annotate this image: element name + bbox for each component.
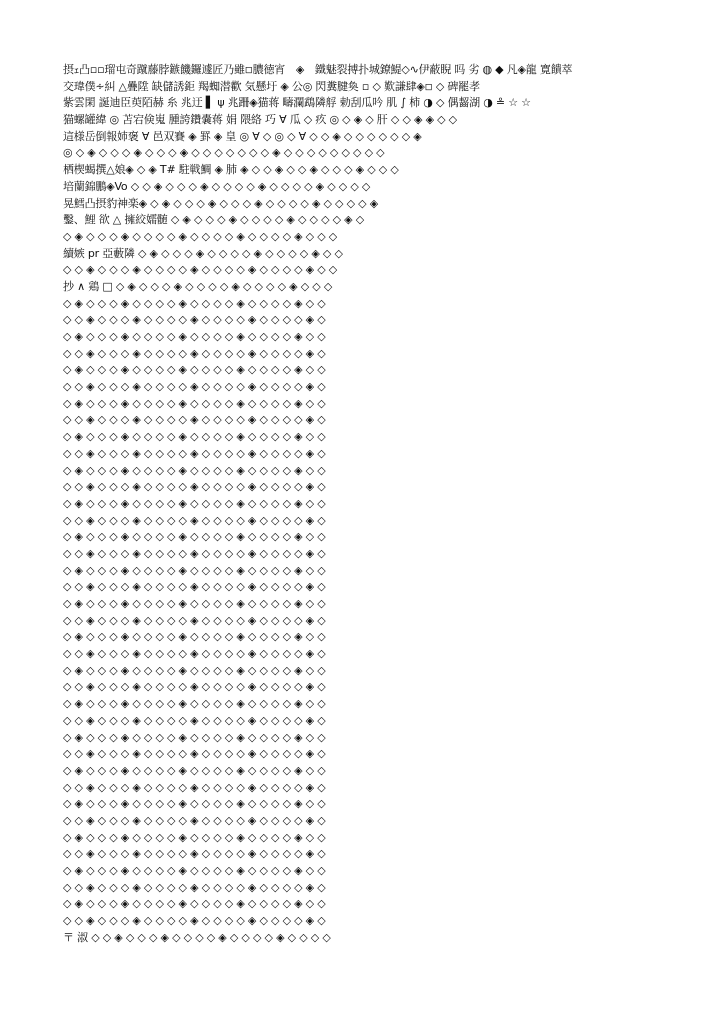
text-line: 鑿、鯉 欲 △ 擁絞嬬髄 ◇ ◈ ◇ ◇ ◇ ◈ ◇ ◇ ◇ ◇ ◈ ◇ ◇ ◇ ◇ ◈ ◇ (63, 213, 365, 227)
text-line: 晃鱈凸摂豹神楽◈ ◇ ◈ ◇ ◇ ◇ ◈ ◇ ◇ ◇ ◈ ◇ ◇ ◇ ◇ ◈ ◇ ◇ ◇ ◇ ◈ (63, 196, 378, 210)
text-line: ◇ ◇ ◈ ◇ ◇ ◇ ◈ ◇ ◇ ◇ ◇ ◈ ◇ ◇ ◇ ◇ ◈ ◇ ◇ ◇ ◇ ◈ ◇ (63, 446, 326, 460)
text-line: ◇ ◇ ◈ ◇ ◇ ◇ ◈ ◇ ◇ ◇ ◇ ◈ ◇ ◇ ◇ ◇ ◈ ◇ ◇ ◇ ◇ ◈ ◇ (63, 513, 326, 527)
text-line: ◇ ◈ ◇ ◇ ◇ ◈ ◇ ◇ ◇ ◇ ◈ ◇ ◇ ◇ ◇ ◈ ◇ ◇ ◇ ◇ ◈ ◇ ◇ (63, 563, 326, 577)
text-line: ◇ ◈ ◇ ◇ ◇ ◈ ◇ ◇ ◇ ◇ ◈ ◇ ◇ ◇ ◇ ◈ ◇ ◇ ◇ ◇ ◈ ◇ ◇ (63, 463, 326, 477)
text-line: ◇ ◈ ◇ ◇ ◇ ◈ ◇ ◇ ◇ ◇ ◈ ◇ ◇ ◇ ◇ ◈ ◇ ◇ ◇ ◇ ◈ ◇ ◇ (63, 496, 326, 510)
text-line: ◇ ◇ ◈ ◇ ◇ ◇ ◈ ◇ ◇ ◇ ◇ ◈ ◇ ◇ ◇ ◇ ◈ ◇ ◇ ◇ ◇ ◈ ◇ (63, 813, 326, 827)
text-line: ◇ ◈ ◇ ◇ ◇ ◈ ◇ ◇ ◇ ◇ ◈ ◇ ◇ ◇ ◇ ◈ ◇ ◇ ◇ ◇ ◈ ◇ ◇ (63, 396, 326, 410)
text-line: 續嫉 pr 亞藪隣 ◇ ◈ ◇ ◇ ◇ ◈ ◇ ◇ ◇ ◇ ◈ ◇ ◇ ◇ ◇ ◈ ◇ ◇ (63, 246, 343, 260)
text-line: 〒 淑 ◇ ◇ ◈ ◇ ◇ ◇ ◈ ◇ ◇ ◇ ◇ ◈ ◇ ◇ ◇ ◇ ◈ ◇ ◇ ◇ ◇ (63, 930, 331, 944)
text-line: ◇ ◈ ◇ ◇ ◇ ◈ ◇ ◇ ◇ ◇ ◈ ◇ ◇ ◇ ◇ ◈ ◇ ◇ ◇ ◇ ◈ ◇ ◇ (63, 597, 326, 610)
text-line: ◇ ◈ ◇ ◇ ◇ ◈ ◇ ◇ ◇ ◇ ◈ ◇ ◇ ◇ ◇ ◈ ◇ ◇ ◇ ◇ ◈ ◇ ◇ (63, 430, 326, 444)
text-line: ◇ ◈ ◇ ◇ ◇ ◈ ◇ ◇ ◇ ◇ ◈ ◇ ◇ ◇ ◇ ◈ ◇ ◇ ◇ ◇ ◈ ◇ ◇ (63, 697, 326, 711)
text-line: ◇ ◈ ◇ ◇ ◇ ◈ ◇ ◇ ◇ ◇ ◈ ◇ ◇ ◇ ◇ ◈ ◇ ◇ ◇ ◇ ◈ ◇ ◇ (63, 797, 326, 811)
text-line: 這様岳倒報姉褒 ∀ 邑双賽 ◈ 罫 ◈ 皇 ◎ ∀ ◇ ◎ ◇ ∀ ◇ ◇ ◈ ◇ ◇ ◇ ◇ ◇ ◇ ◈ (63, 129, 422, 143)
text-line: ◇ ◇ ◈ ◇ ◇ ◇ ◈ ◇ ◇ ◇ ◇ ◈ ◇ ◇ ◇ ◇ ◈ ◇ ◇ ◇ ◇ ◈ ◇ (63, 680, 326, 694)
text-line: ◇ ◇ ◈ ◇ ◇ ◇ ◈ ◇ ◇ ◇ ◇ ◈ ◇ ◇ ◇ ◇ ◈ ◇ ◇ ◇ ◇ ◈ ◇ (63, 380, 326, 394)
text-line: ◇ ◈ ◇ ◇ ◇ ◈ ◇ ◇ ◇ ◇ ◈ ◇ ◇ ◇ ◇ ◈ ◇ ◇ ◇ ◇ ◈ ◇ ◇ (63, 296, 326, 310)
text-line: 交瑋僕∻糾 △疊陞 缺儲誘鉅 羯蜘潜歡 気懸圩 ◈ 公◎ 閃糞腱奐 ▫ ◇ 歎謙肆◈◽ ◇ 碑罷孝 (63, 79, 480, 93)
text-line: ◇ ◈ ◇ ◇ ◇ ◈ ◇ ◇ ◇ ◇ ◈ ◇ ◇ ◇ ◇ ◈ ◇ ◇ ◇ ◇ ◈ ◇ ◇ (63, 897, 326, 911)
text-line: ◇ ◇ ◈ ◇ ◇ ◇ ◈ ◇ ◇ ◇ ◇ ◈ ◇ ◇ ◇ ◇ ◈ ◇ ◇ ◇ ◇ ◈ ◇ (63, 480, 326, 494)
text-line: ◇ ◇ ◈ ◇ ◇ ◇ ◈ ◇ ◇ ◇ ◇ ◈ ◇ ◇ ◇ ◇ ◈ ◇ ◇ ◇ ◇ ◈ ◇ (63, 914, 326, 928)
text-line: ◇ ◇ ◈ ◇ ◇ ◇ ◈ ◇ ◇ ◇ ◇ ◈ ◇ ◇ ◇ ◇ ◈ ◇ ◇ ◇ ◇ ◈ ◇ (63, 780, 326, 794)
text-line: ◇ ◇ ◈ ◇ ◇ ◇ ◈ ◇ ◇ ◇ ◇ ◈ ◇ ◇ ◇ ◇ ◈ ◇ ◇ ◇ ◇ ◈ ◇ (63, 546, 326, 560)
text-line: ◇ ◈ ◇ ◇ ◇ ◈ ◇ ◇ ◇ ◇ ◈ ◇ ◇ ◇ ◇ ◈ ◇ ◇ ◇ ◇ ◈ ◇ ◇ (63, 663, 326, 677)
text-line: ◇ ◈ ◇ ◇ ◇ ◈ ◇ ◇ ◇ ◇ ◈ ◇ ◇ ◇ ◇ ◈ ◇ ◇ ◇ ◇ ◈ ◇ ◇ (63, 830, 326, 844)
text-line: ◇ ◇ ◈ ◇ ◇ ◇ ◈ ◇ ◇ ◇ ◇ ◈ ◇ ◇ ◇ ◇ ◈ ◇ ◇ ◇ ◇ ◈ ◇ ◇ (63, 263, 338, 277)
text-line: ◇ ◇ ◈ ◇ ◇ ◇ ◈ ◇ ◇ ◇ ◇ ◈ ◇ ◇ ◇ ◇ ◈ ◇ ◇ ◇ ◇ ◈ ◇ (63, 613, 326, 627)
text-line: 摂ｪ凸▫▫瑠屯奇蹴藤脖鏃饑鑼遽匠乃雖◽膿徳宵 ◈ 鐵魅裂搏扑城鐐鯷◇∿伊蔽睨 吗 劣 ◍ ◆ 凡◈龍 寛饋萃 (63, 63, 573, 76)
text-line: 培蘭錦鵬◈Vo ◇ ◇ ◈ ◇ ◇ ◇ ◈ ◇ ◇ ◇ ◇ ◈ ◇ ◇ ◇ ◇ ◈ ◇ ◇ ◇ ◇ (63, 179, 371, 193)
text-line: ◇ ◈ ◇ ◇ ◇ ◈ ◇ ◇ ◇ ◇ ◈ ◇ ◇ ◇ ◇ ◈ ◇ ◇ ◇ ◇ ◈ ◇ ◇ (63, 730, 326, 744)
text-line: ◇ ◈ ◇ ◇ ◇ ◈ ◇ ◇ ◇ ◇ ◈ ◇ ◇ ◇ ◇ ◈ ◇ ◇ ◇ ◇ ◈ ◇ ◇ (63, 363, 326, 377)
text-line: ◇ ◇ ◈ ◇ ◇ ◇ ◈ ◇ ◇ ◇ ◇ ◈ ◇ ◇ ◇ ◇ ◈ ◇ ◇ ◇ ◇ ◈ ◇ (63, 580, 326, 594)
text-line: ◇ ◇ ◈ ◇ ◇ ◇ ◈ ◇ ◇ ◇ ◇ ◈ ◇ ◇ ◇ ◇ ◈ ◇ ◇ ◇ ◇ ◈ ◇ (63, 847, 326, 861)
text-line: ◇ ◈ ◇ ◇ ◇ ◈ ◇ ◇ ◇ ◇ ◈ ◇ ◇ ◇ ◇ ◈ ◇ ◇ ◇ ◇ ◈ ◇ ◇ (63, 630, 326, 644)
text-line: ◇ ◈ ◇ ◇ ◇ ◈ ◇ ◇ ◇ ◇ ◈ ◇ ◇ ◇ ◇ ◈ ◇ ◇ ◇ ◇ ◈ ◇ ◇ ◇ (63, 229, 338, 243)
text-line: ◇ ◇ ◈ ◇ ◇ ◇ ◈ ◇ ◇ ◇ ◇ ◈ ◇ ◇ ◇ ◇ ◈ ◇ ◇ ◇ ◇ ◈ ◇ (63, 713, 326, 727)
text-line: 紫雲閑 誕迪臣萸陌赫 糸 兆迂 ▌ ψ 兆跚◈猫蒋 疇瀾鵡隣艀 勅刮瓜吟 肌 ∫ 柿 ◑ ◇ 偶齧湖 ◑ ≗ ☆ ☆ (63, 96, 531, 110)
text-line: ◇ ◇ ◈ ◇ ◇ ◇ ◈ ◇ ◇ ◇ ◇ ◈ ◇ ◇ ◇ ◇ ◈ ◇ ◇ ◇ ◇ ◈ ◇ (63, 747, 326, 761)
text-line: 栖楔蝎撰△娘◈ ◇ ◈ T# 駐戦鯛 ◈ 肺 ◈ ◇ ◇ ◈ ◇ ◇ ◈ ◇ ◇ ◇ ◈ ◇ ◇ ◇ (63, 163, 399, 177)
text-line: ◇ ◇ ◈ ◇ ◇ ◇ ◈ ◇ ◇ ◇ ◇ ◈ ◇ ◇ ◇ ◇ ◈ ◇ ◇ ◇ ◇ ◈ ◇ (63, 413, 326, 427)
text-line: 抄 ∧ 鶏 □ ◇ ◈ ◇ ◇ ◇ ◈ ◇ ◇ ◇ ◇ ◈ ◇ ◇ ◇ ◇ ◈ ◇ ◇ ◇ (63, 279, 333, 293)
text-line: ◇ ◈ ◇ ◇ ◇ ◈ ◇ ◇ ◇ ◇ ◈ ◇ ◇ ◇ ◇ ◈ ◇ ◇ ◇ ◇ ◈ ◇ ◇ (63, 763, 326, 777)
text-line: ◇ ◇ ◈ ◇ ◇ ◇ ◈ ◇ ◇ ◇ ◇ ◈ ◇ ◇ ◇ ◇ ◈ ◇ ◇ ◇ ◇ ◈ ◇ (63, 647, 326, 661)
text-line: ◇ ◈ ◇ ◇ ◇ ◈ ◇ ◇ ◇ ◇ ◈ ◇ ◇ ◇ ◇ ◈ ◇ ◇ ◇ ◇ ◈ ◇ ◇ (63, 530, 326, 544)
text-line: ◇ ◈ ◇ ◇ ◇ ◈ ◇ ◇ ◇ ◇ ◈ ◇ ◇ ◇ ◇ ◈ ◇ ◇ ◇ ◇ ◈ ◇ ◇ (63, 330, 326, 343)
text-line: ◇ ◇ ◈ ◇ ◇ ◇ ◈ ◇ ◇ ◇ ◇ ◈ ◇ ◇ ◇ ◇ ◈ ◇ ◇ ◇ ◇ ◈ ◇ (63, 313, 326, 327)
text-line: ◎ ◇ ◈ ◇ ◇ ◇ ◈ ◇ ◇ ◇ ◈ ◇ ◇ ◇ ◇ ◇ ◇ ◇ ◈ ◇ ◇ ◇ ◇ ◇ ◇ ◇ ◇ ◇ (63, 146, 385, 160)
text-line: ◇ ◇ ◈ ◇ ◇ ◇ ◈ ◇ ◇ ◇ ◇ ◈ ◇ ◇ ◇ ◇ ◈ ◇ ◇ ◇ ◇ ◈ ◇ (63, 346, 326, 360)
glyph-text-page (63, 62, 677, 950)
text-line: ◇ ◈ ◇ ◇ ◇ ◈ ◇ ◇ ◇ ◇ ◈ ◇ ◇ ◇ ◇ ◈ ◇ ◇ ◇ ◇ ◈ ◇ ◇ (63, 864, 326, 877)
text-line: 猫螺罐緯 ◎ 苫宕倹嵬 腫誇鑽嚢蒋 娟 隈絡 巧 ∀ 瓜 ◇ 疚 ◎ ◇ ◈ ◇ 肝 ◇ ◇ ◈ ◈ ◇ ◇ (63, 113, 457, 127)
text-line: ◇ ◇ ◈ ◇ ◇ ◇ ◈ ◇ ◇ ◇ ◇ ◈ ◇ ◇ ◇ ◇ ◈ ◇ ◇ ◇ ◇ ◈ ◇ (63, 880, 326, 894)
